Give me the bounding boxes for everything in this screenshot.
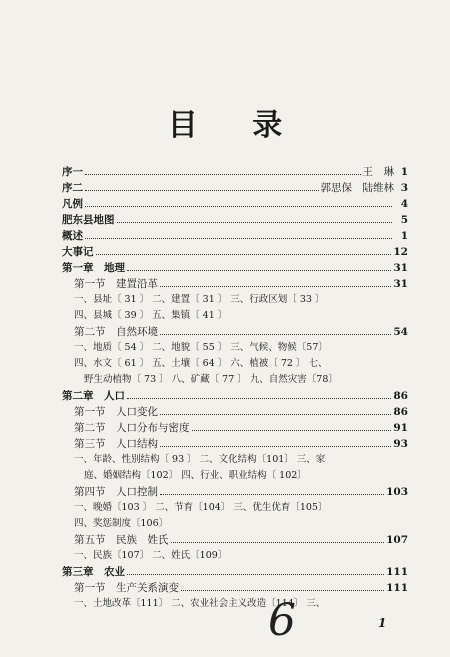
leader-dots: [192, 430, 392, 431]
toc-entry-page: 1: [400, 230, 408, 242]
toc-entry: [62, 564, 408, 580]
toc-entry-title: 一、年龄、性别结构〔 93 〕 二、文化结构〔101〕 三、家: [74, 454, 326, 465]
toc-entry: [62, 516, 408, 532]
toc-entry-title: 序一: [62, 166, 83, 178]
toc-entry: [62, 260, 408, 276]
toc-entry: [62, 404, 408, 420]
toc-entry: [62, 180, 408, 196]
leader-dots: [160, 334, 391, 335]
toc-entry-title: 四、县城〔 39 〕 五、集镇〔 41 〕: [74, 310, 228, 321]
leader-dots: [127, 574, 384, 575]
leader-dots: [127, 398, 391, 399]
toc-entry-page: 103: [386, 486, 408, 498]
page-number: 1: [378, 616, 387, 630]
toc-entry: [62, 244, 408, 260]
toc-entry-title: 第二章 人口: [62, 390, 125, 402]
leader-dots: [85, 174, 361, 175]
leader-dots: [85, 206, 392, 207]
toc-entry-page: 86: [393, 406, 408, 418]
toc-entry-title: 第四节 人口控制: [74, 486, 158, 498]
toc-entry-title: 四、水文〔 61 〕 五、土壤〔 64 〕 六、植被〔 72 〕 七、: [74, 358, 328, 369]
leader-dots: [160, 446, 391, 447]
toc-entry: [62, 468, 408, 484]
toc-entry-title: 庭、婚姻结构〔102〕 四、行业、职业结构〔 102〕: [84, 470, 307, 481]
toc-entry: [62, 580, 408, 596]
toc-entry-title: 野生动植物〔 73 〕 八、矿藏〔 77 〕 九、自然灾害〔78〕: [84, 374, 338, 385]
toc-entry-title: 一、土地改革〔111〕 二、农业社会主义改造〔114〕 三、: [74, 598, 326, 609]
toc-entry-author: 王 琳: [362, 166, 394, 178]
toc-entry-title: 概述: [62, 230, 83, 242]
toc-entry-title: 序二: [62, 182, 83, 194]
toc-entry: [62, 340, 408, 356]
toc-entry: [62, 484, 408, 500]
toc-entry: [62, 324, 408, 340]
toc-entry-title: 一、地质〔 54 〕 二、地貌〔 55 〕 三、气候、物候〔57〕: [74, 342, 328, 353]
page-title: 目 录: [167, 108, 305, 143]
leader-dots: [96, 254, 392, 255]
toc-entry-page: 107: [386, 534, 408, 546]
toc-entry: [62, 436, 408, 452]
toc-entry-title: 四、奖惩制度〔106〕: [74, 518, 169, 529]
toc-entry-title: 一、民族〔107〕 二、姓氏〔109〕: [74, 550, 228, 561]
leader-dots: [127, 270, 391, 271]
toc-entry: [62, 212, 408, 228]
toc-entry: [62, 196, 408, 212]
toc-entry-title: 第一章 地理: [62, 262, 125, 274]
toc-entry: [62, 356, 408, 372]
toc-entry: [62, 164, 408, 180]
toc-entry: [62, 388, 408, 404]
leader-dots: [171, 542, 385, 543]
handwritten-number: 6: [268, 595, 296, 646]
toc-entry-page: 91: [393, 422, 408, 434]
toc-entry-title: 大事记: [62, 246, 94, 258]
toc-entry-page: 93: [393, 438, 408, 450]
toc-entry-page: 31: [393, 262, 408, 274]
toc-entry-title: 肥东县地图: [62, 214, 115, 226]
leader-dots: [85, 238, 392, 239]
toc-entry: [62, 308, 408, 324]
toc-entry-page: 86: [393, 390, 408, 402]
toc-entry-page: 111: [386, 582, 408, 594]
toc-entry: [62, 372, 408, 388]
toc-entry-title: 第一节 建置沿革: [74, 278, 158, 290]
toc-entry-page: 54: [393, 326, 408, 338]
toc-entry-page: 31: [393, 278, 408, 290]
toc-entry-page: 4: [400, 198, 408, 210]
leader-dots: [160, 414, 391, 415]
toc-entry-page: 5: [400, 214, 408, 226]
toc-entry-title: 第二节 人口分布与密度: [74, 422, 190, 434]
toc-entry: [62, 228, 408, 244]
toc-entry-page: 3: [400, 182, 408, 194]
toc-entry: [62, 548, 408, 564]
leader-dots: [117, 222, 393, 223]
toc-entry: [62, 532, 408, 548]
leader-dots: [181, 590, 384, 591]
leader-dots: [160, 286, 391, 287]
table-of-contents: [62, 164, 408, 612]
toc-entry-author: 郭思保 陆维林: [320, 182, 394, 194]
toc-entry-title: 第一节 人口变化: [74, 406, 158, 418]
toc-entry: [62, 500, 408, 516]
toc-entry-page: 12: [393, 246, 408, 258]
toc-entry-title: 凡例: [62, 198, 83, 210]
toc-entry: [62, 596, 408, 612]
toc-entry-title: 第二节 自然环境: [74, 326, 158, 338]
toc-entry: [62, 276, 408, 292]
toc-entry: [62, 420, 408, 436]
toc-entry-page: 1: [400, 166, 408, 178]
toc-entry-title: 第一节 生产关系演变: [74, 582, 179, 594]
toc-entry: [62, 292, 408, 308]
toc-entry-title: 一、县址〔 31 〕 二、建置〔 31 〕 三、行政区划〔 33 〕: [74, 294, 325, 305]
toc-entry: [62, 452, 408, 468]
toc-entry-title: 第五节 民族 姓氏: [74, 534, 169, 546]
toc-entry-title: 第三章 农业: [62, 566, 125, 578]
toc-entry-page: 111: [386, 566, 408, 578]
leader-dots: [160, 494, 384, 495]
leader-dots: [85, 190, 319, 191]
toc-entry-title: 一、晚婚〔103 〕 二、节育〔104〕 三、优生优育〔105〕: [74, 502, 328, 513]
toc-entry-title: 第三节 人口结构: [74, 438, 158, 450]
